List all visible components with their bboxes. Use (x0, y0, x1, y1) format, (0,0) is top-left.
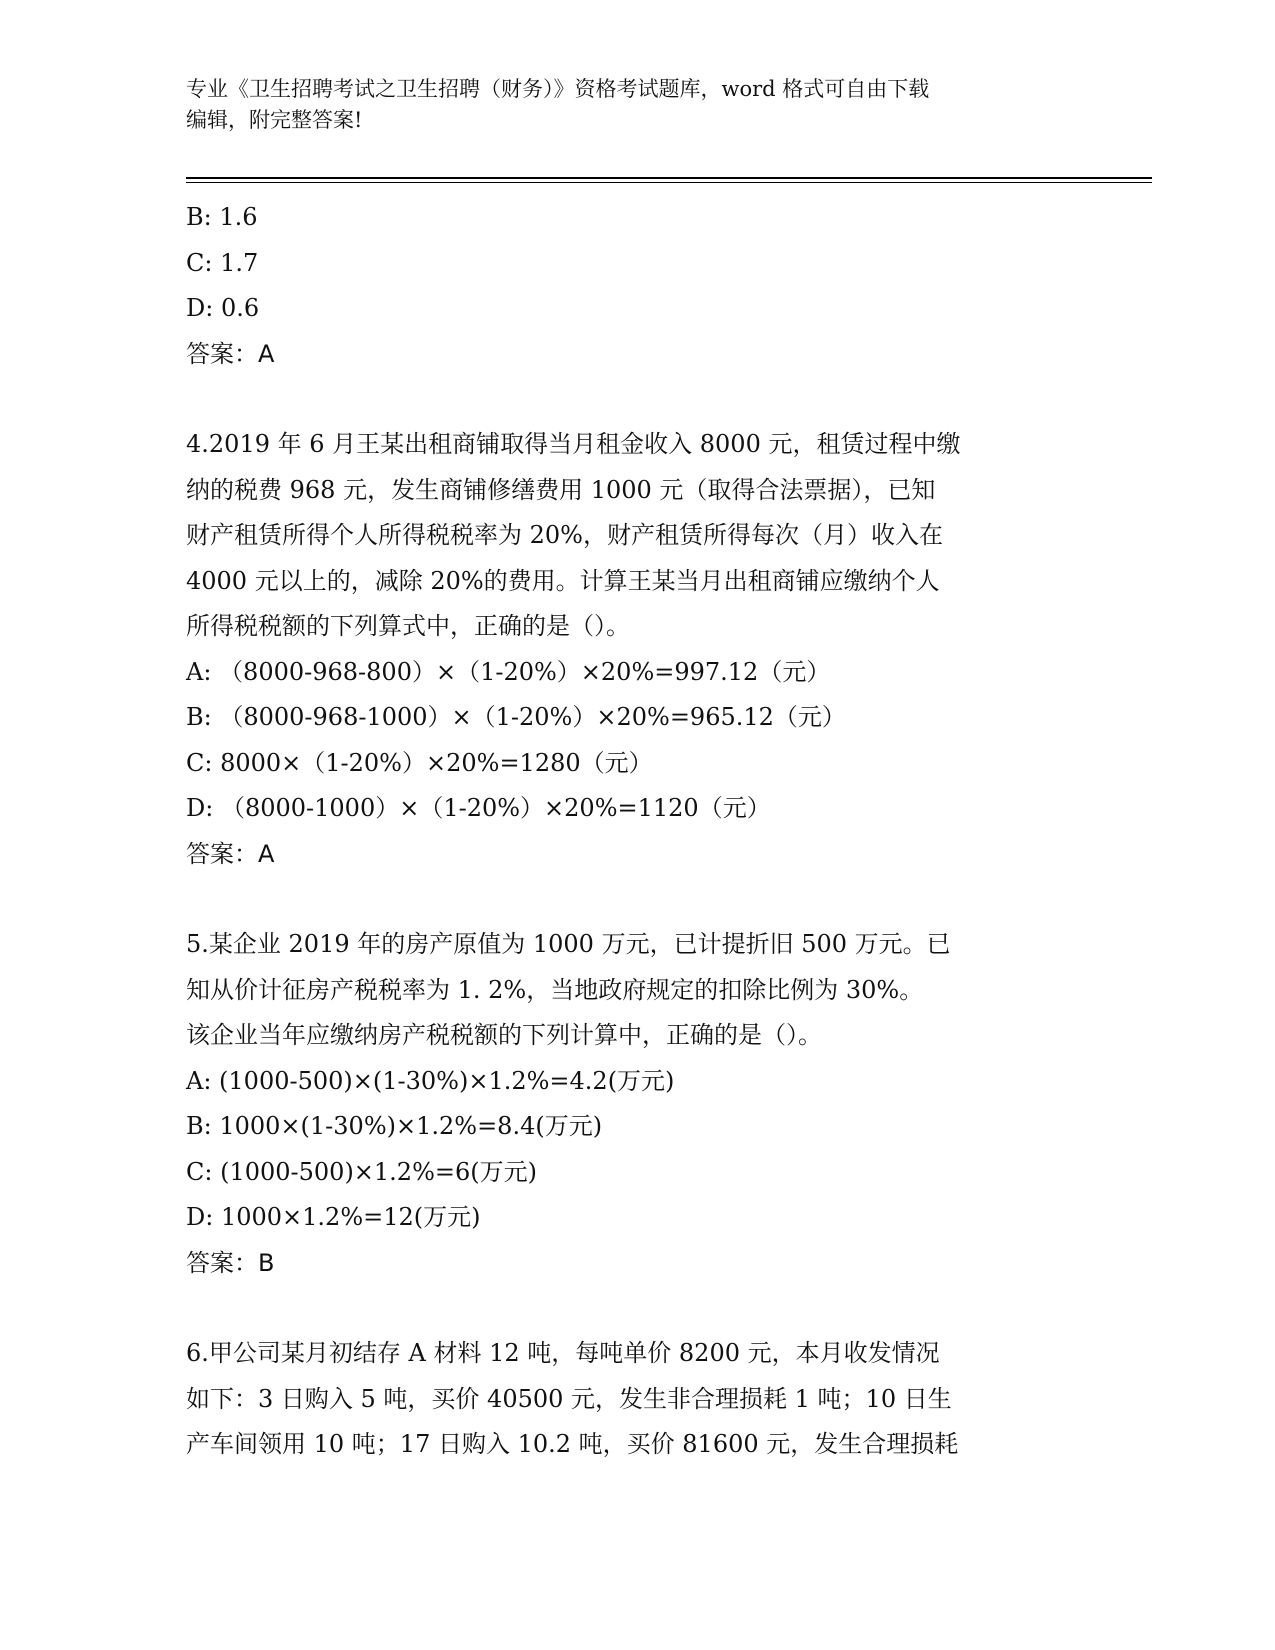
option-d: D: 1000×1.2%=12(万元) (186, 1203, 481, 1231)
question-stem-line: 5.某企业 2019 年的房产原值为 1000 万元，已计提折旧 500 万元。已 (186, 930, 951, 958)
header-rule-thick (186, 177, 1152, 179)
header-rule-thin (186, 182, 1152, 183)
question-stem-line: 纳的税费 968 元，发生商铺修缮费用 1000 元（取得合法票据），已知 (186, 475, 936, 504)
option-a: A: （8000-968-800）×（1-20%）×20%=997.12（元） (186, 657, 831, 686)
question-stem-line: 所得税税额的下列算式中，正确的是（）。 (186, 612, 630, 640)
question-3 (186, 195, 1086, 377)
option-d: D: （8000-1000）×（1-20%）×20%=1120（元） (186, 794, 771, 822)
question-stem-line: 4.2019 年 6 月王某出租商铺取得当月租金收入 8000 元，租赁过程中缴 (186, 430, 961, 458)
question-6 (186, 1331, 1086, 1468)
option-c: C: 1.7 (186, 248, 259, 277)
spacer (186, 1286, 1086, 1331)
spacer (186, 377, 1086, 422)
question-stem-line: 该企业当年应缴纳房产税税额的下列计算中，正确的是（）。 (186, 1021, 822, 1049)
question-stem-line: 知从价计征房产税税率为 1. 2%，当地政府规定的扣除比例为 30%。 (186, 975, 924, 1004)
page-header (186, 74, 1086, 136)
answer: 答案：A (186, 339, 275, 368)
answer: 答案：B (186, 1248, 275, 1277)
spacer (186, 877, 1086, 922)
option-b: B: 1000×(1-30%)×1.2%=8.4(万元) (186, 1112, 603, 1140)
question-stem-line: 产车间领用 10 吨；17 日购入 10.2 吨，买价 81600 元，发生合理损耗 (186, 1430, 959, 1458)
option-d: D: 0.6 (186, 294, 260, 322)
option-b: B: 1.6 (186, 203, 258, 231)
answer: 答案：A (186, 839, 275, 868)
option-c: C: 8000×（1-20%）×20%=1280（元） (186, 748, 653, 777)
option-b: B: （8000-968-1000）×（1-20%）×20%=965.12（元） (186, 703, 846, 731)
option-a: A: (1000-500)×(1-30%)×1.2%=4.2(万元) (186, 1066, 675, 1095)
question-5 (186, 922, 1086, 1286)
option-c: C: (1000-500)×1.2%=6(万元) (186, 1157, 537, 1186)
question-stem-line: 6.甲公司某月初结存 A 材料 12 吨，每吨单价 8200 元，本月收发情况 (186, 1339, 940, 1367)
document-body (186, 195, 1086, 1468)
header-line-1: 专业《卫生招聘考试之卫生招聘（财务）》资格考试题库，word 格式可自由下载 (186, 77, 930, 101)
header-line-2: 编辑，附完整答案! (186, 108, 363, 132)
question-stem-line: 4000 元以上的，减除 20%的费用。计算王某当月出租商铺应缴纳个人 (186, 566, 940, 595)
question-stem-line: 如下：3 日购入 5 吨，买价 40500 元，发生非合理损耗 1 吨；10 日生 (186, 1384, 952, 1413)
question-4 (186, 422, 1086, 877)
question-stem-line: 财产租赁所得个人所得税税率为 20%，财产租赁所得每次（月）收入在 (186, 521, 943, 549)
